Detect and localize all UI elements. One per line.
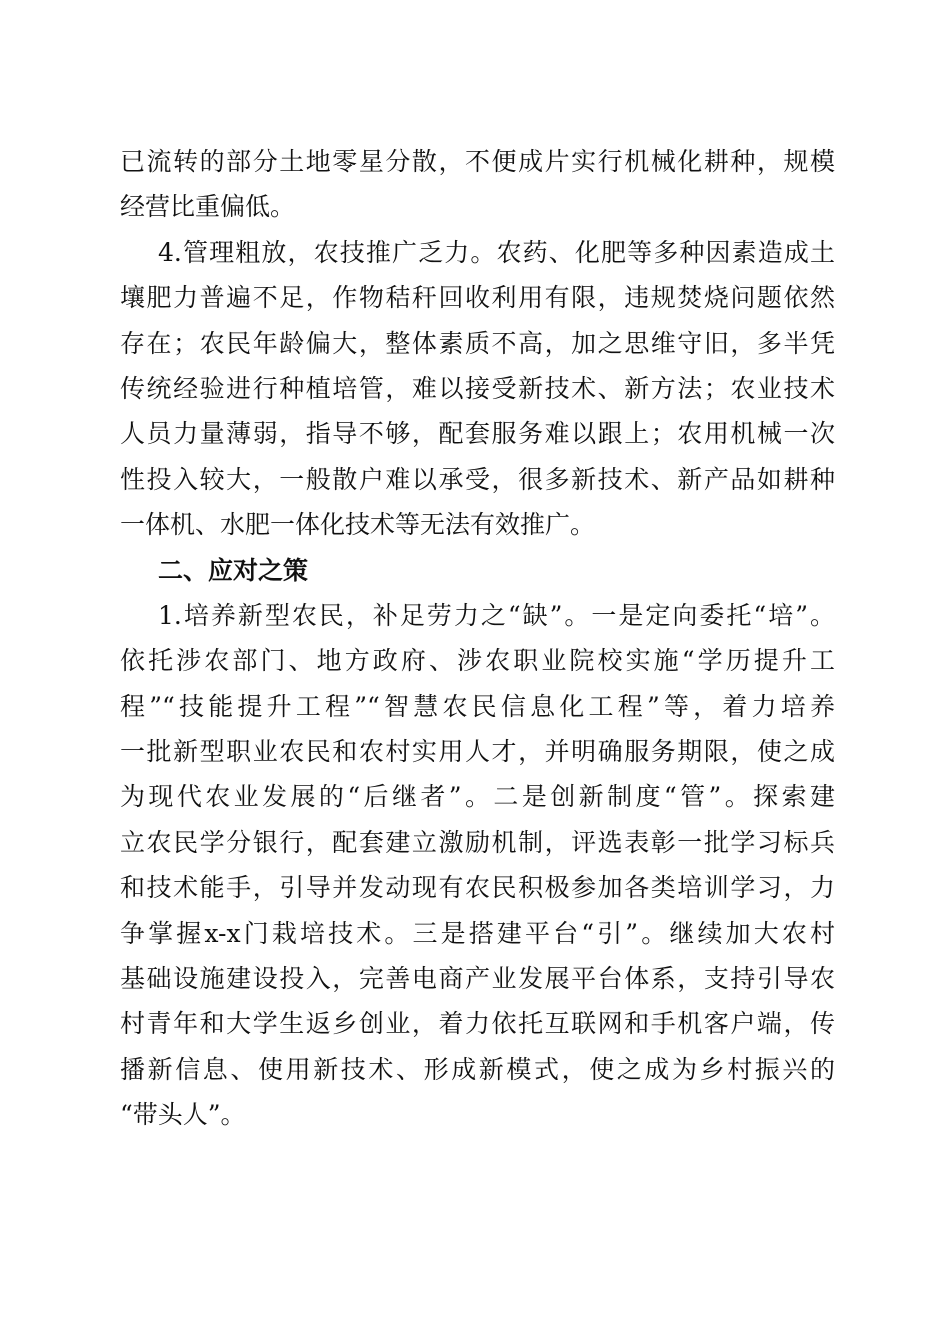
text-line: “带头人”。 xyxy=(120,1100,246,1130)
text-line: 一批新型职业农民和农村实用人才，并明确服务期限，使之成 xyxy=(120,737,835,767)
section-heading: 二、应对之策 xyxy=(158,555,309,585)
text-line: 人员力量薄弱，指导不够，配套服务难以跟上；农用机械一次 xyxy=(120,419,835,449)
text-line: 依托涉农部门、地方政府、涉农职业院校实施“学历提升工 xyxy=(120,646,835,676)
text-line: 播新信息、使用新技术、形成新模式，使之成为乡村振兴的 xyxy=(120,1054,835,1084)
text-line: 为现代农业发展的“后继者”。二是创新制度“管”。探索建 xyxy=(120,782,835,812)
text-line: 已流转的部分土地零星分散，不便成片实行机械化耕种，规模 xyxy=(120,147,835,176)
text-line: 村青年和大学生返乡创业，着力依托互联网和手机客户端，传 xyxy=(120,1009,835,1039)
text-line: 4.管理粗放，农技推广乏力。农药、化肥等多种因素造成土 xyxy=(158,237,835,267)
text-line: 立农民学分银行，配套建立激励机制，评选表彰一批学习标兵 xyxy=(120,827,835,857)
text-line: 传统经验进行种植培管，难以接受新技术、新方法；农业技术 xyxy=(120,373,835,403)
text-line: 基础设施建设投入，完善电商产业发展平台体系，支持引导农 xyxy=(120,964,835,994)
text-line: 性投入较大，一般散户难以承受，很多新技术、新产品如耕种 xyxy=(120,464,835,494)
text-line: 争掌握x-x门栽培技术。三是搭建平台“引”。继续加大农村 xyxy=(120,918,835,948)
text-line: 壤肥力普遍不足，作物秸秆回收利用有限，违规焚烧问题依然 xyxy=(120,283,835,313)
text-line: 经营比重偏低。 xyxy=(120,192,296,222)
text-line: 程”“技能提升工程”“智慧农民信息化工程”等，着力培养 xyxy=(120,691,835,721)
text-line: 1.培养新型农民，补足劳力之“缺”。一是定向委托“培”。 xyxy=(158,600,835,630)
body-text xyxy=(120,139,835,1138)
text-line: 和技术能手，引导并发动现有农民积极参加各类培训学习，力 xyxy=(120,873,835,903)
text-line: 一体机、水肥一体化技术等无法有效推广。 xyxy=(120,510,596,540)
text-line: 存在；农民年龄偏大，整体素质不高，加之思维守旧，多半凭 xyxy=(120,328,835,358)
